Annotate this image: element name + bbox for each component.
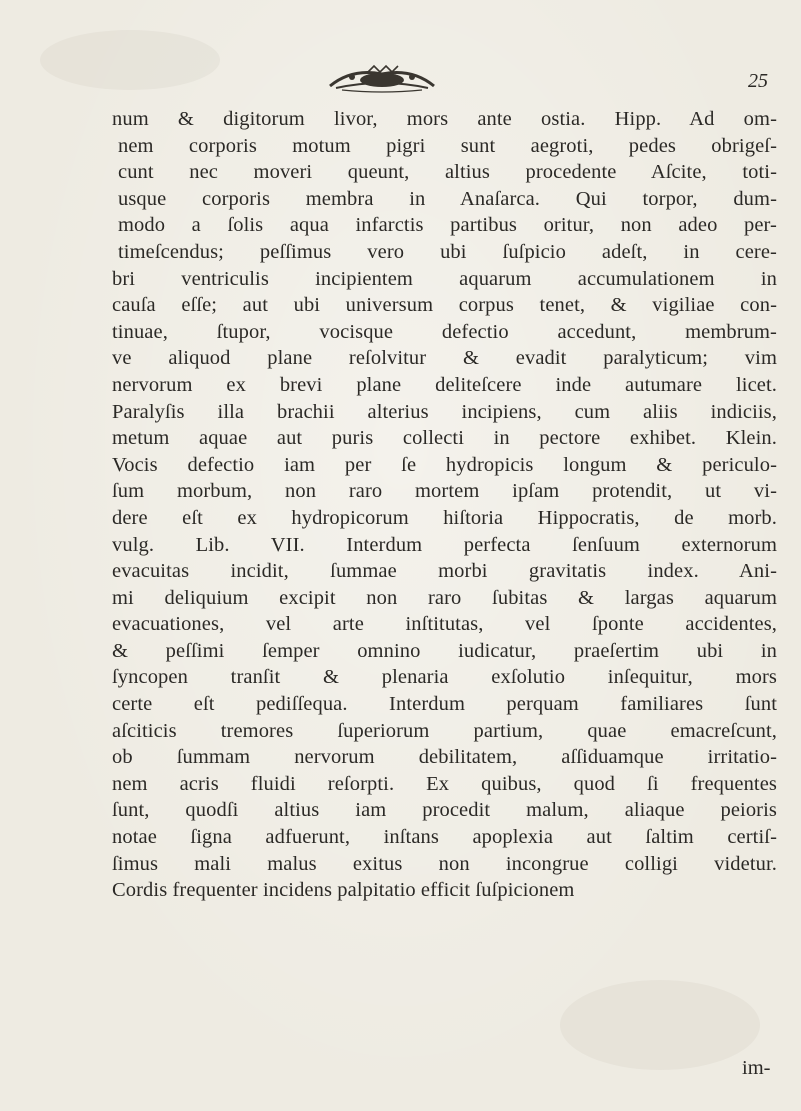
text-line: num & digitorum livor, mors ante ostia. Hipp. Ad om- <box>112 108 777 130</box>
text-line: ve aliquod plane reſolvitur & evadit paralyticum; vim <box>112 347 777 370</box>
text-line: nervorum ex brevi plane deliteſcere inde autumare licet. <box>112 373 777 396</box>
text-line: ſunt, quodſi altius iam procedit malum, aliaque peioris <box>112 799 777 822</box>
text-line: Cordis frequenter incidens palpitatio efficit ſuſpicionem <box>112 879 575 902</box>
paper-stain <box>560 980 760 1070</box>
text-line: ſum morbum, non raro mortem ipſam protendit, ut vi- <box>112 480 777 503</box>
text-line: metum aquae aut puris collecti in pectore exhibet. Klein. <box>112 427 777 450</box>
text-line: evacuationes, vel arte inſtitutas, vel ſponte accidentes, <box>112 613 777 636</box>
text-line: ob ſummam nervorum debilitatem, aſſiduamque irritatio- <box>112 746 777 769</box>
body-text <box>112 106 777 904</box>
text-line: usque corporis membra in Anaſarca. Qui torpor, dum- <box>118 187 777 210</box>
text-line: Vocis defectio iam per ſe hydropicis longum & periculo- <box>112 453 777 476</box>
text-line: cauſa eſſe; aut ubi universum corpus tenet, & vigiliae con- <box>112 294 777 317</box>
text-line: modo a ſolis aqua infarctis partibus oritur, non adeo per- <box>118 214 777 237</box>
text-line: notae ſigna adfuerunt, inſtans apoplexia aut ſaltim certiſ- <box>112 826 777 849</box>
printer-ornament-icon <box>322 64 442 94</box>
text-line: timeſcendus; peſſimus vero ubi ſuſpicio adeſt, in cere- <box>118 240 777 263</box>
text-line: nem corporis motum pigri sunt aegroti, pedes obrigeſ- <box>118 134 777 157</box>
text-line: bri ventriculis incipientem aquarum accumulationem in <box>112 267 777 290</box>
page-number: 25 <box>748 70 768 92</box>
text-line: Paralyſis illa brachii alterius incipiens, cum aliis indiciis, <box>112 400 777 423</box>
text-line: evacuitas incidit, ſummae morbi gravitatis index. Ani- <box>112 560 777 583</box>
text-line: & peſſimi ſemper omnino iudicatur, praeſertim ubi in <box>112 639 777 662</box>
text-line: certe eſt pediſſequa. Interdum perquam familiares ſunt <box>112 693 777 716</box>
text-line: ſyncopen tranſit & plenaria exſolutio inſequitur, mors <box>112 666 777 689</box>
text-line: vulg. Lib. VII. Interdum perfecta ſenſuum externorum <box>112 533 777 556</box>
text-line: ſimus mali malus exitus non incongrue colligi videtur. <box>112 852 777 875</box>
catchword: im- <box>742 1057 771 1079</box>
text-line: mi deliquium excipit non raro ſubitas & largas aquarum <box>112 586 777 609</box>
text-line: dere eſt ex hydropicorum hiſtoria Hippocratis, de morb. <box>112 506 777 529</box>
text-line: tinuae, ſtupor, vocisque defectio accedunt, membrum- <box>112 320 777 343</box>
text-line: aſciticis tremores ſuperiorum partium, quae emacreſcunt, <box>112 719 777 742</box>
text-line: nem acris fluidi reſorpti. Ex quibus, quod ſi frequentes <box>112 772 777 795</box>
paper-stain <box>40 30 220 90</box>
text-line: cunt nec moveri queunt, altius procedente Aſcite, toti- <box>118 161 777 184</box>
